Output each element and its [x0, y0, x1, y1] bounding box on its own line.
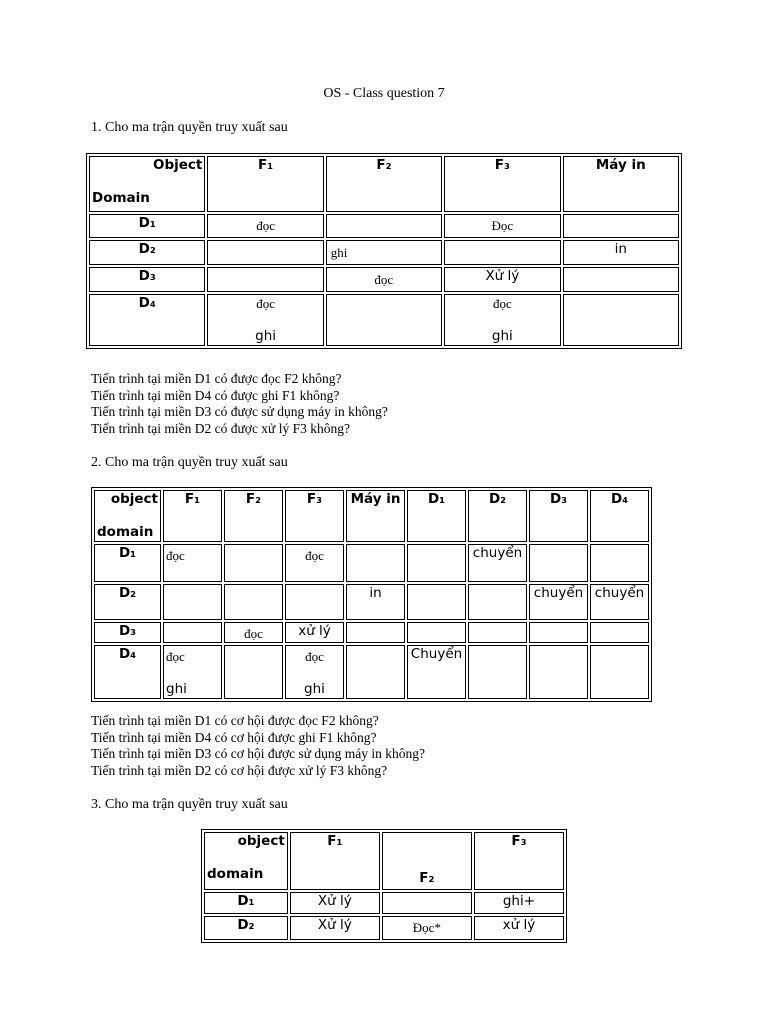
col-header-printer: Máy in	[563, 156, 679, 212]
col-header-f3: F₃	[444, 156, 560, 212]
col-header-d4: D₄	[590, 490, 649, 542]
table-row	[204, 916, 564, 940]
cell	[346, 645, 405, 699]
table-row	[89, 214, 679, 238]
question: Tiến trình tại miền D2 có cơ hội được xử lý F3 không?	[91, 762, 388, 778]
cell	[224, 544, 283, 582]
table-header-row	[89, 156, 679, 212]
row-label: D₁	[204, 892, 288, 914]
table-header-row	[204, 832, 564, 890]
question: Tiến trình tại miền D1 có cơ hội được đọc F2 không?	[91, 713, 379, 728]
row-label: D₁	[94, 544, 161, 582]
cell	[382, 892, 472, 914]
cell: ghi	[326, 240, 442, 265]
cell: Đọc*	[382, 916, 472, 940]
cell: đọc	[285, 544, 344, 582]
question: Tiến trình tại miền D3 có cơ hội được sử dụng máy in không?	[91, 746, 425, 761]
cell	[468, 622, 527, 643]
cell	[529, 544, 588, 582]
domain-label: Domain	[92, 190, 150, 206]
cell	[163, 622, 222, 643]
section2-heading: 2. Cho ma trận quyền truy xuất sau	[91, 455, 288, 470]
table-row	[94, 645, 649, 699]
cell	[346, 544, 405, 582]
cell	[468, 645, 527, 699]
table-header-row	[94, 490, 649, 542]
cell: Xử lý	[290, 892, 380, 914]
row-label: D₂	[89, 240, 205, 265]
cell: đọc	[207, 214, 323, 238]
cell: Đọc	[444, 214, 560, 238]
col-header-d3: D₃	[529, 490, 588, 542]
row-label: D₄	[89, 294, 205, 346]
row-label: D₃	[89, 267, 205, 292]
cell: đọc	[224, 622, 283, 643]
col-header-f1: F₁	[163, 490, 222, 542]
table-row	[94, 622, 649, 643]
cell: xử lý	[474, 916, 564, 940]
cell	[407, 622, 466, 643]
cell	[326, 214, 442, 238]
col-header-d2: D₂	[468, 490, 527, 542]
object-label: Object	[153, 157, 203, 173]
corner-cell	[204, 832, 288, 890]
access-matrix-3	[201, 829, 567, 943]
object-label: object	[237, 833, 285, 849]
cell-line: ghi	[304, 681, 325, 697]
col-header-f1: F₁	[207, 156, 323, 212]
cell: in	[346, 584, 405, 620]
cell	[207, 294, 323, 346]
col-header-f1: F₁	[290, 832, 380, 890]
cell	[468, 584, 527, 620]
cell	[407, 584, 466, 620]
cell	[563, 267, 679, 292]
cell	[163, 584, 222, 620]
cell: chuyển	[590, 584, 649, 620]
cell	[444, 240, 560, 265]
section3-heading: 3. Cho ma trận quyền truy xuất sau	[91, 797, 288, 812]
col-header-f2: F₂	[224, 490, 283, 542]
object-label: object	[110, 491, 158, 507]
table-row	[94, 544, 649, 582]
cell	[590, 622, 649, 643]
cell	[207, 240, 323, 265]
section1-questions	[91, 371, 388, 437]
table-row	[94, 584, 649, 620]
cell-line: đọc	[492, 296, 512, 311]
table-row	[204, 892, 564, 914]
cell-line: ghi	[166, 681, 187, 697]
domain-label: domain	[207, 866, 264, 882]
table-row	[89, 240, 679, 265]
cell: đọc	[326, 267, 442, 292]
cell: Xử lý	[444, 267, 560, 292]
cell-line: đọc	[305, 649, 324, 664]
cell	[326, 294, 442, 346]
cell: xử lý	[285, 622, 344, 643]
question: Tiến trình tại miền D4 có cơ hội được ghi F1 không?	[91, 729, 377, 745]
table-row	[89, 267, 679, 292]
question: Tiến trình tại miền D3 có được sử dụng máy in không?	[91, 404, 388, 419]
cell	[163, 645, 222, 699]
cell-line: đọc	[256, 296, 275, 311]
row-label: D₄	[94, 645, 161, 699]
col-header-f3: F₃	[474, 832, 564, 890]
domain-label: domain	[97, 524, 154, 540]
cell	[285, 584, 344, 620]
corner-cell	[94, 490, 161, 542]
table-row	[89, 294, 679, 346]
question: Tiến trình tại miền D2 có được xử lý F3 không?	[91, 420, 351, 436]
cell	[285, 645, 344, 699]
cell: Chuyển	[407, 645, 466, 699]
cell-line: ghi	[255, 328, 277, 344]
access-matrix-2	[91, 487, 652, 702]
cell	[407, 544, 466, 582]
cell	[590, 544, 649, 582]
question: Tiến trình tại miền D4 có được ghi F1 không?	[91, 387, 340, 403]
cell	[563, 294, 679, 346]
cell	[207, 267, 323, 292]
cell	[346, 622, 405, 643]
cell: in	[563, 240, 679, 265]
cell	[224, 645, 283, 699]
cell: ghi+	[474, 892, 564, 914]
access-matrix-1	[86, 153, 682, 349]
cell: đọc	[163, 544, 222, 582]
cell	[529, 645, 588, 699]
cell: chuyển	[529, 584, 588, 620]
col-header-f2: F₂	[326, 156, 442, 212]
row-label: D₃	[94, 622, 161, 643]
col-header-printer: Máy in	[346, 490, 405, 542]
cell: Xử lý	[290, 916, 380, 940]
corner-cell	[89, 156, 205, 212]
question: Tiến trình tại miền D1 có được đọc F2 không?	[91, 371, 342, 386]
document-title: OS - Class question 7	[323, 86, 445, 101]
cell-line: đọc	[166, 649, 185, 664]
row-label: D₁	[89, 214, 205, 238]
cell	[563, 214, 679, 238]
col-header-f2: F₂	[382, 832, 472, 890]
cell	[224, 584, 283, 620]
col-header-d1: D₁	[407, 490, 466, 542]
cell	[529, 622, 588, 643]
cell	[590, 645, 649, 699]
cell: chuyển	[468, 544, 527, 582]
section2-questions	[91, 713, 425, 779]
cell-line: ghi	[491, 328, 513, 344]
cell	[444, 294, 560, 346]
row-label: D₂	[204, 916, 288, 940]
row-label: D₂	[94, 584, 161, 620]
section1-heading: 1. Cho ma trận quyền truy xuất sau	[91, 120, 288, 135]
col-header-f3: F₃	[285, 490, 344, 542]
